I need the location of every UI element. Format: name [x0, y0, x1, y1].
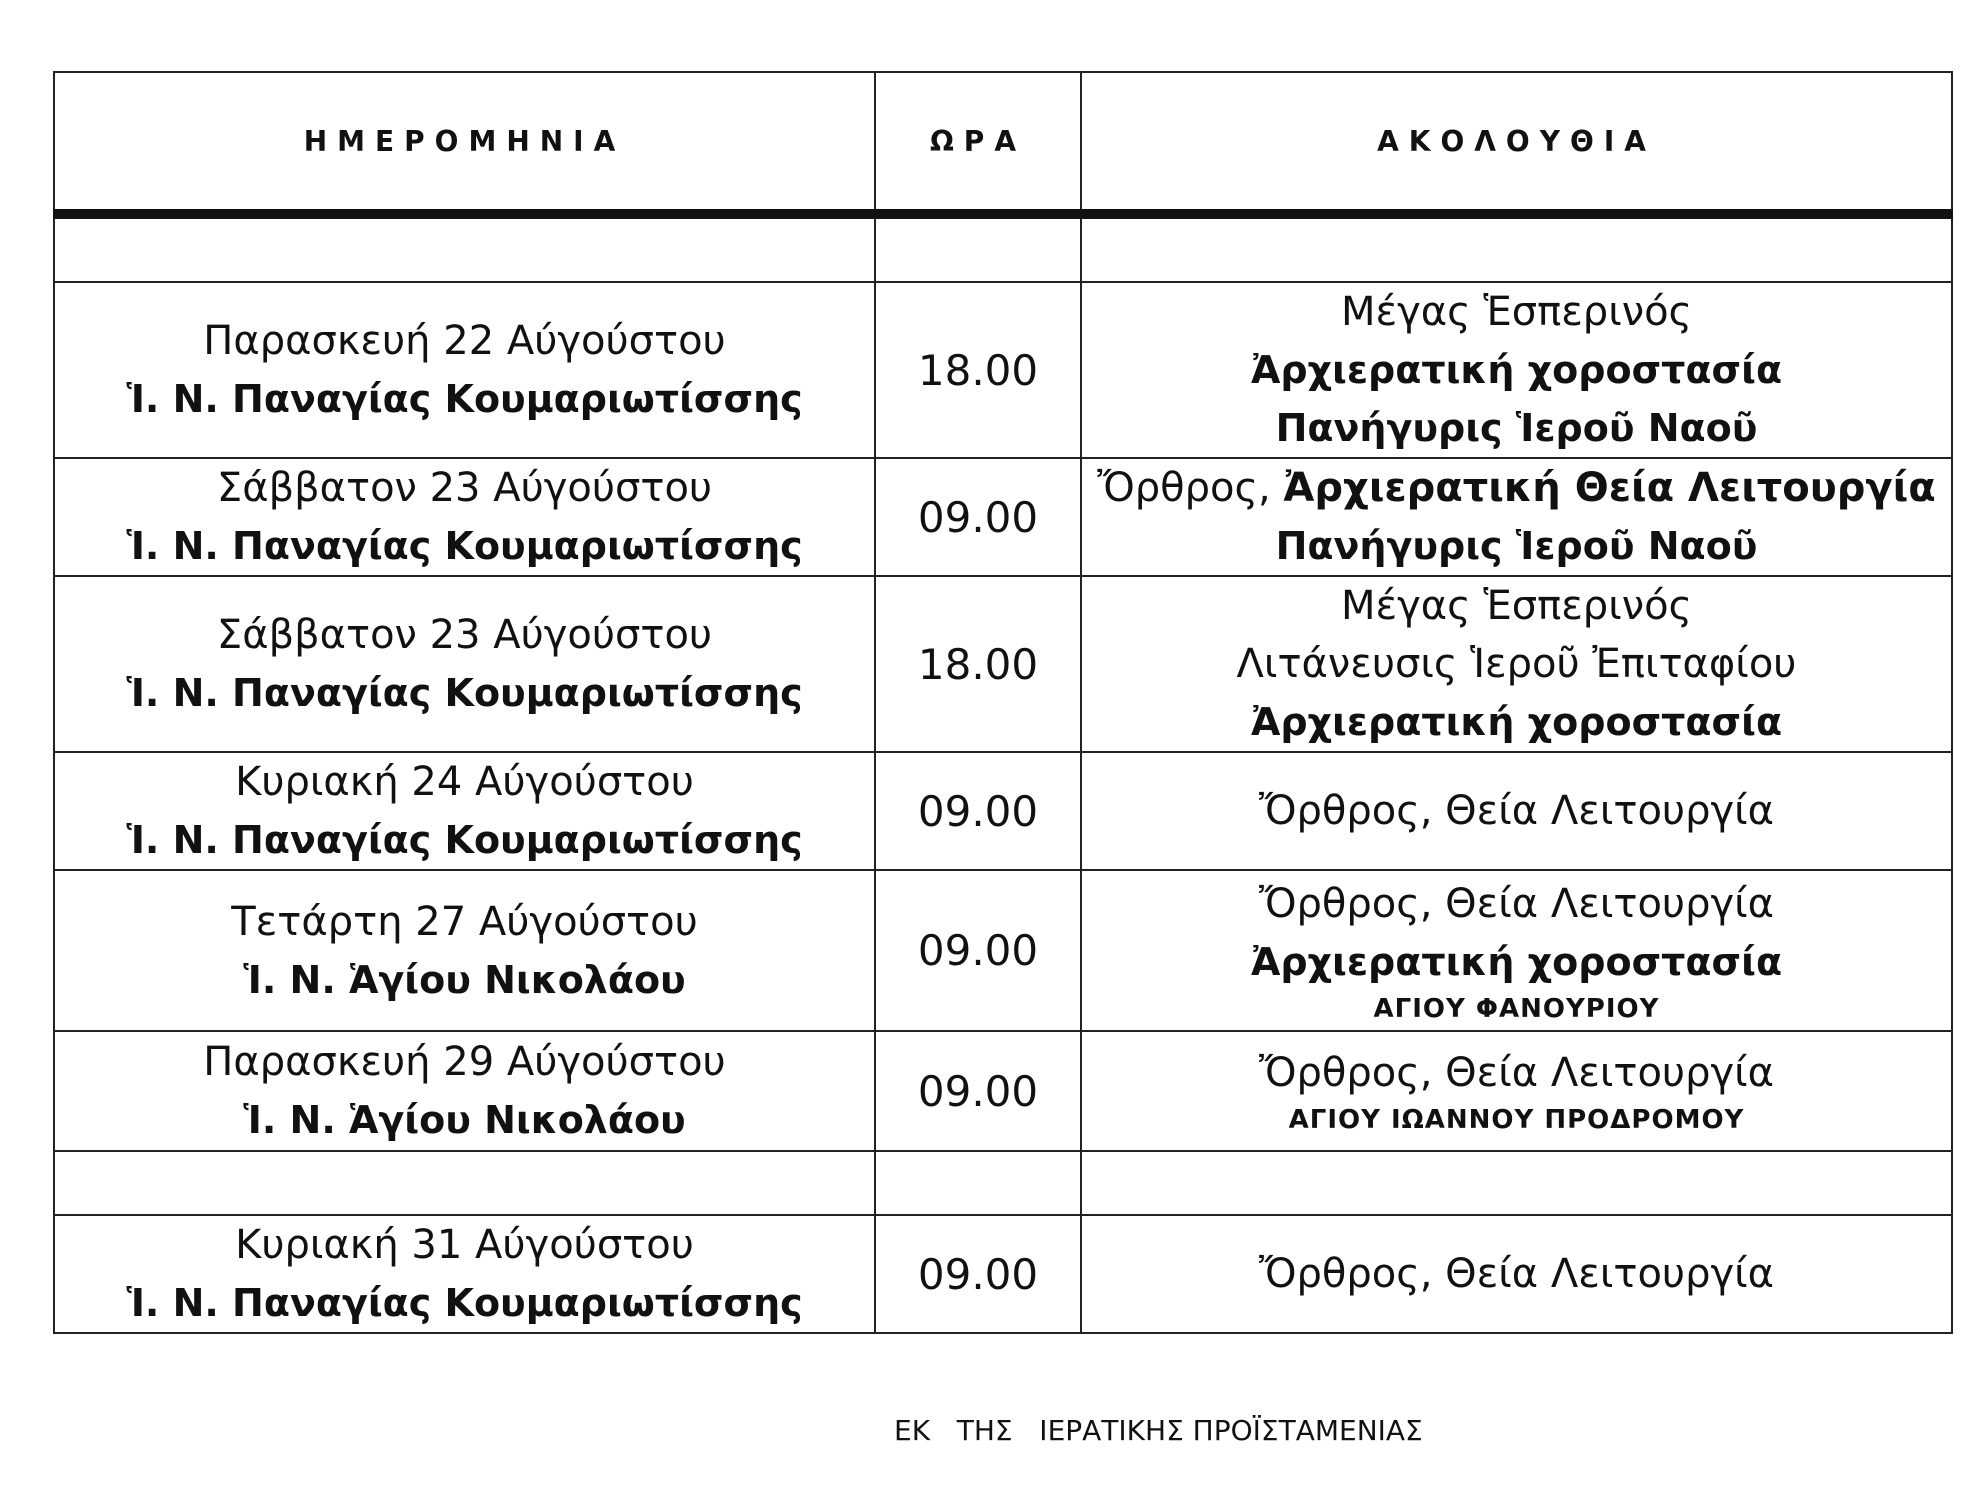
date-text: Κυριακή 31 Αύγούστου — [235, 1222, 694, 1268]
empty-row — [54, 214, 1952, 282]
service-line: Μέγας Ἑσπερινός — [1340, 583, 1693, 629]
table-row — [54, 870, 1952, 1031]
empty-cell — [54, 214, 875, 282]
service-cell — [1081, 576, 1952, 752]
table-row — [54, 282, 1952, 458]
service-cell — [1081, 1215, 1952, 1333]
date-cell — [54, 458, 875, 576]
time-cell: 09.00 — [875, 870, 1081, 1031]
service-cell — [1081, 458, 1952, 576]
date-text: Κυριακή 24 Αύγούστου — [235, 759, 694, 805]
service-line: Ὄρθρος, Θεία Λειτουργία — [1258, 1251, 1775, 1297]
service-line: ΑΓΙΟΥ ΦΑΝΟΥΡΙΟΥ — [1373, 993, 1660, 1024]
service-line: Ἀρχιερατική χοροστασία — [1250, 700, 1783, 744]
date-cell — [54, 576, 875, 752]
date-text: Σάββατον 23 Αύγούστου — [216, 612, 713, 658]
church-name: Ἱ. Ν. Παναγίας Κουμαριωτίσσης — [126, 1281, 803, 1325]
table-row — [54, 752, 1952, 870]
header-service: ΑΚΟΛΟΥΘΙΑ — [1081, 72, 1952, 214]
table-row — [54, 576, 1952, 752]
empty-cell — [875, 214, 1081, 282]
church-name: Ἱ. Ν. Παναγίας Κουμαριωτίσσης — [126, 671, 803, 715]
table-row — [54, 1215, 1952, 1333]
church-name: Ἱ. Ν. Παναγίας Κουμαριωτίσσης — [126, 377, 803, 421]
service-line: Ὄρθρος, Θεία Λειτουργία — [1258, 788, 1775, 834]
footer-signature: ΕΚ ΤΗΣ ΙΕΡΑΤΙΚΗΣ ΠΡΟΪΣΤΑΜΕΝΙΑΣ — [894, 1414, 1423, 1447]
service-bold-part: Ἀρχιερατική Θεία Λειτουργία — [1283, 465, 1936, 511]
date-cell — [54, 1215, 875, 1333]
time-cell: 18.00 — [875, 282, 1081, 458]
empty-cell — [54, 1151, 875, 1215]
empty-cell — [1081, 214, 1952, 282]
table-row — [54, 1031, 1952, 1151]
church-name: Ἱ. Ν. Παναγίας Κουμαριωτίσσης — [126, 524, 803, 568]
date-text: Παρασκευή 29 Αύγούστου — [203, 1039, 726, 1085]
service-line: Μέγας Ἑσπερινός — [1340, 289, 1693, 335]
schedule-table — [53, 71, 1953, 1334]
date-cell — [54, 282, 875, 458]
service-line: ΑΓΙΟΥ ΙΩΑΝΝΟΥ ΠΡΟΔΡΟΜΟΥ — [1288, 1105, 1745, 1135]
service-cell — [1081, 1031, 1952, 1151]
table-header-row — [54, 72, 1952, 214]
date-text: Τετάρτη 27 Αύγούστου — [231, 898, 698, 945]
time-cell: 09.00 — [875, 458, 1081, 576]
table-row — [54, 458, 1952, 576]
service-line: Ἀρχιερατική χοροστασία — [1250, 939, 1783, 984]
church-name: Ἱ. Ν. Ἁγίου Νικολάου — [243, 957, 686, 1002]
service-line: Πανήγυρις Ἱεροῦ Ναοῦ — [1275, 524, 1758, 568]
empty-cell — [875, 1151, 1081, 1215]
service-line: Ὄρθρος, Θεία Λειτουργία — [1258, 1050, 1775, 1096]
service-line: Ἀρχιερατική χοροστασία — [1250, 348, 1783, 392]
church-name: Ἱ. Ν. Ἁγίου Νικολάου — [243, 1098, 686, 1142]
time-cell: 09.00 — [875, 752, 1081, 870]
empty-cell — [1081, 1151, 1952, 1215]
date-cell — [54, 870, 875, 1031]
service-plain-part: Ὄρθρος, — [1097, 465, 1284, 511]
date-cell — [54, 752, 875, 870]
time-cell: 09.00 — [875, 1215, 1081, 1333]
service-line: Πανήγυρις Ἱεροῦ Ναοῦ — [1275, 406, 1758, 450]
date-cell — [54, 1031, 875, 1151]
header-time: ΩΡΑ — [875, 72, 1081, 214]
date-text: Σάββατον 23 Αύγούστου — [216, 465, 713, 511]
service-line: Λιτάνευσις Ἱεροῦ Ἐπιταφίου — [1236, 641, 1797, 687]
header-date: ΗΜΕΡΟΜΗΝΙΑ — [54, 72, 875, 214]
service-cell — [1081, 870, 1952, 1031]
empty-row — [54, 1151, 1952, 1215]
service-cell — [1081, 282, 1952, 458]
service-line: Ὄρθρος, Θεία Λειτουργία — [1258, 880, 1775, 927]
service-cell — [1081, 752, 1952, 870]
service-line — [1082, 459, 1951, 517]
church-name: Ἱ. Ν. Παναγίας Κουμαριωτίσσης — [126, 818, 803, 862]
date-text: Παρασκευή 22 Αύγούστου — [203, 318, 726, 364]
time-cell: 18.00 — [875, 576, 1081, 752]
time-cell: 09.00 — [875, 1031, 1081, 1151]
